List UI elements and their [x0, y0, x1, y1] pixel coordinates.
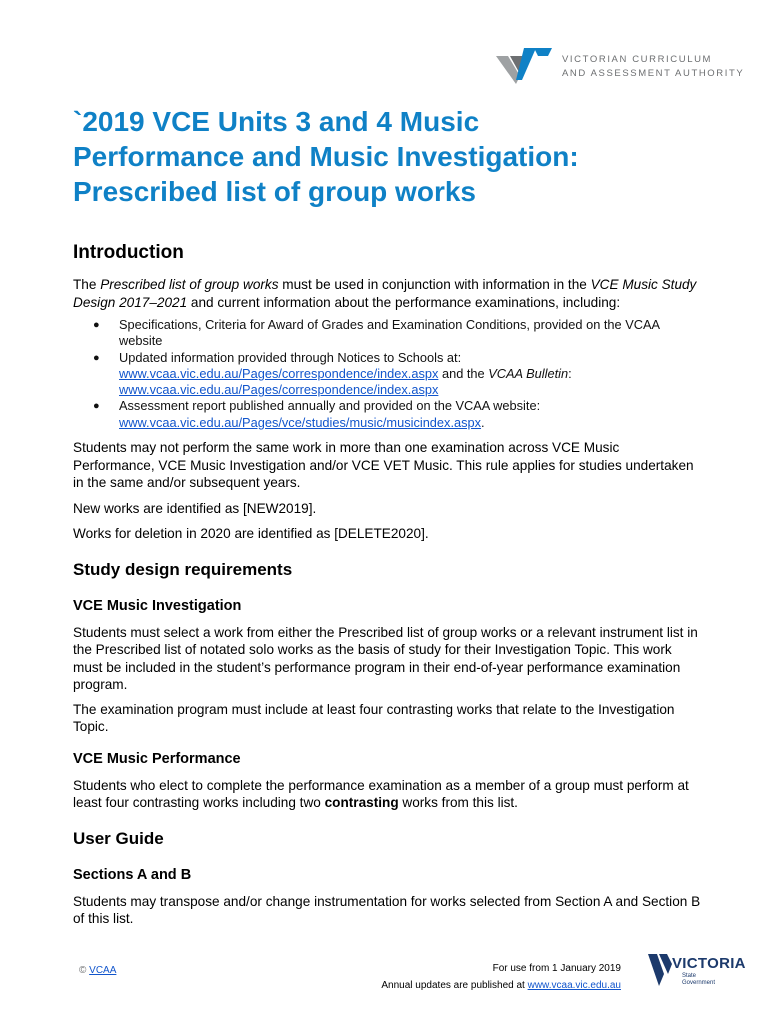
- intro-paragraph: [73, 276, 703, 311]
- list-item: [73, 317, 703, 350]
- title-line-3: Prescribed list of group works: [73, 176, 476, 207]
- state-text: State: [682, 973, 697, 979]
- investigation-paragraph-1: Students must select a work from either the Prescribed list of group works or a relevant instrument list in the Prescribed list of notated solo works as the basis of study for their Investigation Topic. This work must be included in the student’s performance program in their end-of-year performance examination program.: [73, 624, 698, 693]
- bullet-2-text: Updated information provided through Notices to Schools at:: [119, 349, 462, 365]
- footer-copyright: [79, 965, 116, 976]
- logo-line-2: AND ASSESSMENT AUTHORITY: [562, 68, 745, 79]
- sections-paragraph: Students may transpose and/or change instrumentation for works selected from Section A and Section B of this list.: [73, 893, 701, 927]
- music-performance-heading: VCE Music Performance: [73, 750, 241, 767]
- logo-line-1: VICTORIAN CURRICULUM: [562, 54, 713, 65]
- vcaa-chevron-icon: [496, 46, 558, 86]
- user-guide-heading: User Guide: [73, 828, 164, 848]
- vcaa-website-link[interactable]: www.vcaa.vic.edu.au: [527, 980, 621, 991]
- updates-label: Annual updates are published at: [381, 980, 528, 991]
- bullet-icon: ●: [93, 400, 100, 413]
- bullet-3-text: Assessment report published annually and provided on the VCAA website:: [119, 398, 541, 414]
- vcaa-logo-text: [562, 53, 768, 81]
- investigation-paragraph-2: The examination program must include at least four contrasting works that relate to the Investigation Topic.: [73, 701, 675, 735]
- performance-p1-c: works from this list.: [398, 795, 518, 811]
- government-text: Government: [682, 979, 716, 986]
- intro-bullet-list: [73, 317, 703, 431]
- bullet-icon: ●: [93, 351, 100, 364]
- sections-a-b-heading: Sections A and B: [73, 866, 192, 883]
- intro-p1-a: The: [73, 277, 101, 292]
- title-line-1: `2019 VCE Units 3 and 4 Music: [73, 106, 480, 137]
- intro-p1-e: and current information about the performance examinations, including:: [187, 294, 621, 310]
- list-item: [73, 350, 703, 399]
- bullet-2-mid: and the: [438, 365, 489, 381]
- performance-paragraph: [73, 777, 703, 812]
- title-line-2: Performance and Music Investigation:: [73, 141, 579, 172]
- intro-p1-b: Prescribed list of group works: [100, 277, 279, 292]
- document-title: [73, 104, 713, 209]
- footer-info: [381, 960, 621, 994]
- annual-updates-text: [381, 977, 621, 994]
- state-government-text: [682, 973, 715, 986]
- performance-p1-b: contrasting: [324, 795, 399, 811]
- study-design-heading: Study design requirements: [73, 559, 293, 579]
- use-from-text: For use from 1 January 2019: [492, 963, 621, 974]
- bullet-3-end: .: [481, 414, 485, 430]
- victoria-logo-text: VICTORIA: [672, 955, 746, 972]
- introduction-heading: Introduction: [73, 242, 184, 263]
- assessment-report-link[interactable]: www.vcaa.vic.edu.au/Pages/vce/studies/music/musicindex.aspx: [119, 414, 482, 430]
- bullet-icon: ●: [93, 319, 100, 331]
- bullet-1-text: Specifications, Criteria for Award of Grades and Examination Conditions, provided on the VCAA website: [119, 317, 660, 349]
- bullet-2-colon: :: [568, 365, 572, 381]
- intro-p1-d: VCE Music Study Design 2017–2021: [73, 277, 697, 310]
- new-works-paragraph: New works are identified as [NEW2019].: [73, 500, 317, 516]
- copyright-symbol: ©: [79, 965, 87, 976]
- document-body: [73, 240, 703, 928]
- bullet-2-bulletin: VCAA Bulletin: [488, 365, 569, 381]
- performance-p1-a: Students who elect to complete the performance examination as a member of a group must perform at least four contrasting works including two: [73, 777, 689, 811]
- list-item: [73, 398, 703, 431]
- vcaa-link[interactable]: VCAA: [89, 965, 117, 976]
- deletion-paragraph: Works for deletion in 2020 are identified as [DELETE2020].: [73, 526, 429, 542]
- intro-p1-c: must be used in conjunction with information in the: [278, 277, 591, 292]
- notices-link-1[interactable]: www.vcaa.vic.edu.au/Pages/correspondence/index.aspx: [119, 365, 439, 381]
- music-investigation-heading: VCE Music Investigation: [73, 597, 242, 614]
- victoria-government-logo: [648, 950, 746, 992]
- intro-paragraph-2: Students may not perform the same work in more than one examination across VCE Music Performance, VCE Music Investigation and/or VCE VET Music. This rule applies for studies undertaken in the same and/or subsequent years.: [73, 440, 694, 491]
- notices-link-2[interactable]: www.vcaa.vic.edu.au/Pages/correspondence/index.aspx: [119, 382, 439, 398]
